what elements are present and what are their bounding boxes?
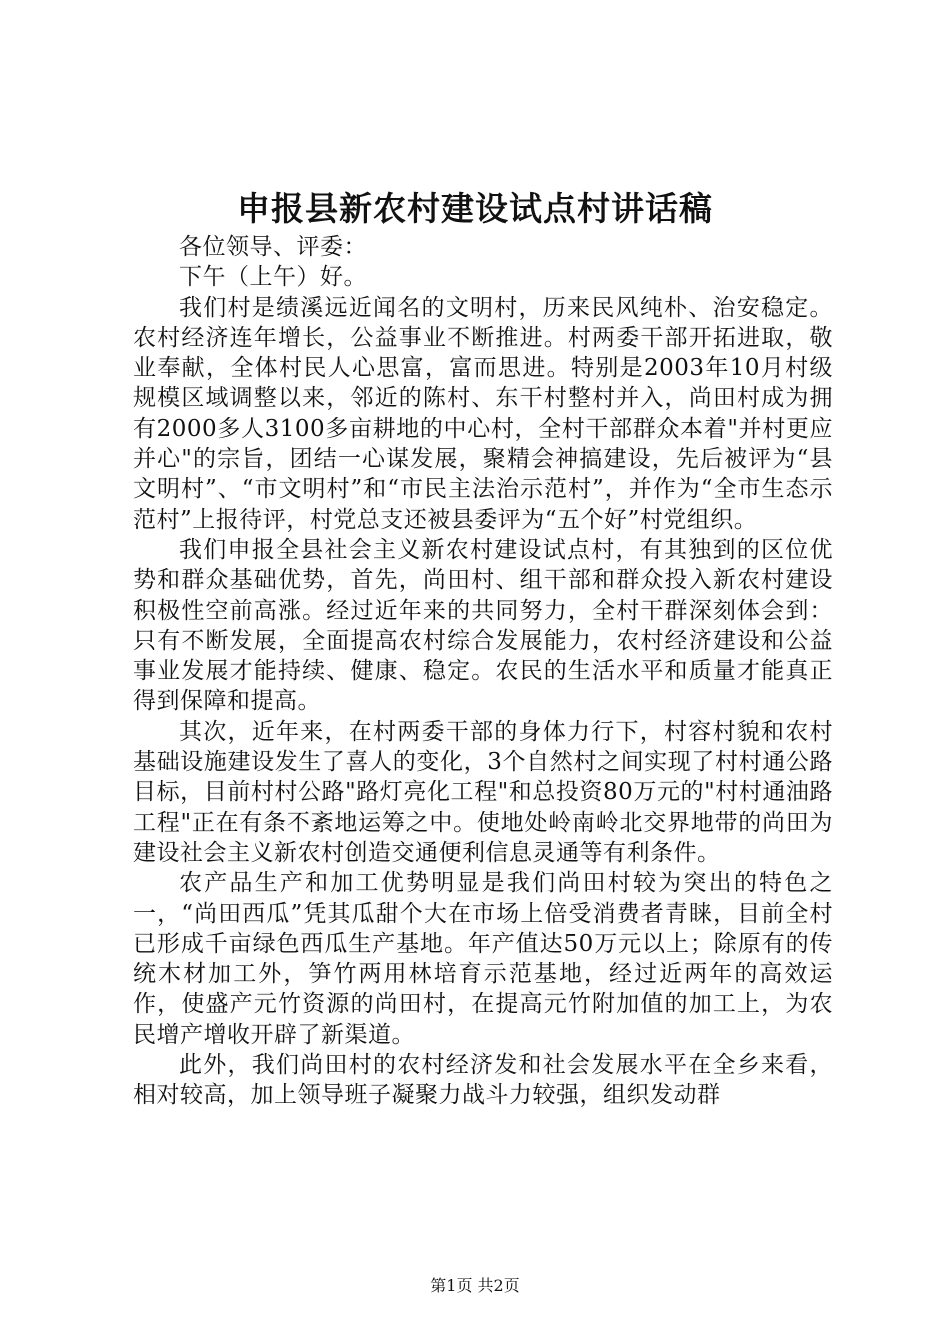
document-body xyxy=(133,232,833,1111)
paragraph: 其次，近年来，在村两委干部的身体力行下，村容村貌和农村基础设施建设发生了喜人的变化，3个自然村之间实现了村村通公路目标，目前村村公路"路灯亮化工程"和总投资80万元的"村村通油路工程"正在有条不紊地运筹之中。使地处岭南岭北交界地带的尚田为建设社会主义新农村创造交通便利信息灵通等有利条件。 xyxy=(133,718,833,866)
paragraph: 我们申报全县社会主义新农村建设试点村，有其独到的区位优势和群众基础优势，首先，尚田村、组干部和群众投入新农村建设积极性空前高涨。经过近年来的共同努力，全村干群深刻体会到：只有不断发展，全面提高农村综合发展能力，农村经济建设和公益事业发展才能持续、健康、稳定。农民的生活水平和质量才能真正得到保障和提高。 xyxy=(133,536,833,715)
paragraph-greeting: 各位领导、评委： xyxy=(179,234,367,260)
paragraph-salutation: 下午（上午）好。 xyxy=(179,264,367,291)
paragraph: 我们村是绩溪远近闻名的文明村，历来民风纯朴、治安稳定。农村经济连年增长，公益事业不断推进。村两委干部开拓进取，敬业奉献，全体村民人心思富，富而思进。特别是2003年10月村级规模区域调整以来，邻近的陈村、东干村整村并入，尚田村成为拥有2000多人3100多亩耕地的中心村，全村干部群众本着"并村更应并心"的宗旨，团结一心谋发展，聚精会神搞建设，先后被评为“县文明村”、“市文明村”和“市民主法治示范村”，并作为“全市生态示范村”上报待评，村党总支还被县委评为“五个好”村党组织。 xyxy=(133,294,833,533)
page-number: 第1页 共2页 xyxy=(430,1276,520,1295)
paragraph: 此外，我们尚田村的农村经济发和社会发展水平在全乡来看，相对较高，加上领导班子凝聚力战斗力较强，组织发动群 xyxy=(133,1052,833,1109)
paragraph: 农产品生产和加工优势明显是我们尚田村较为突出的特色之一，“尚田西瓜”凭其瓜甜个大在市场上倍受消费者青睐，目前全村已形成千亩绿色西瓜生产基地。年产值达50万元以上；除原有的传统木材加工外，笋竹两用林培育示范基地，经过近两年的高效运作，使盛产元竹资源的尚田村，在提高元竹附加值的加工上，为农民增产增收开辟了新渠道。 xyxy=(133,870,833,1048)
document-title: 申报县新农村建设试点村讲话稿 xyxy=(237,189,713,228)
